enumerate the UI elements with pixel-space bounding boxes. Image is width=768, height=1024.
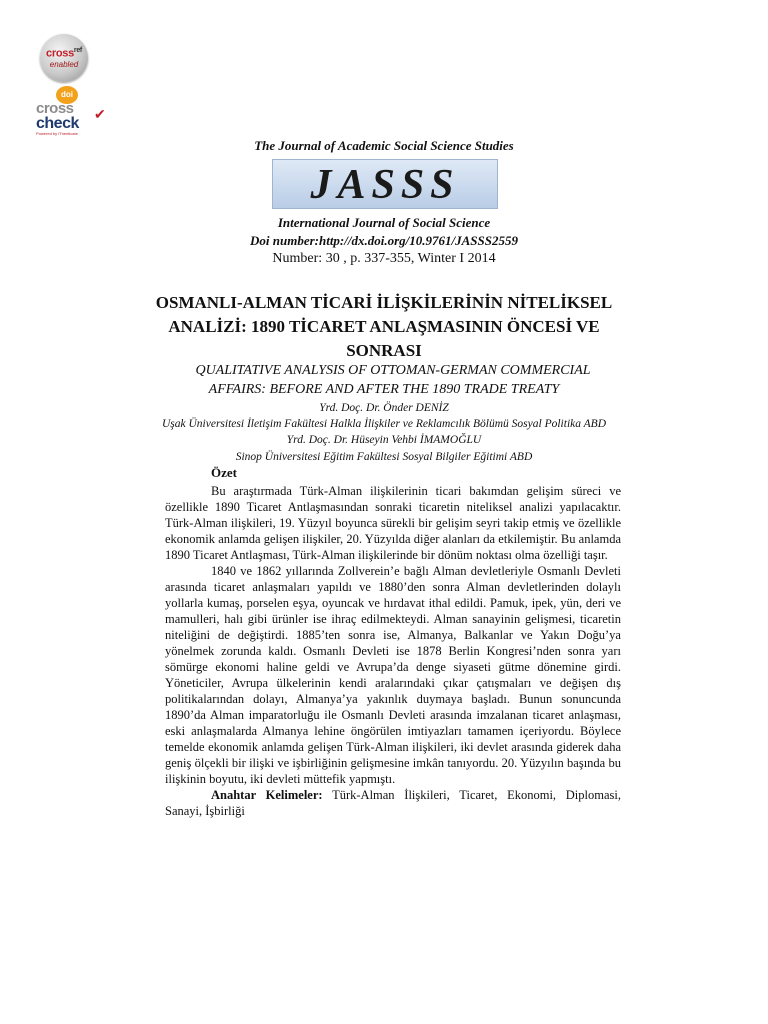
- doi-logo: doi: [56, 86, 78, 104]
- article-title-line-2: ANALİZİ: 1890 TİCARET ANLAŞMASININ ÖNCESİ VE: [168, 317, 600, 336]
- article-title-line-3: SONRASI: [346, 341, 422, 360]
- keywords-label: Anahtar Kelimeler:: [211, 788, 323, 802]
- jasss-logo-text: JASSS: [310, 162, 460, 208]
- author-1: Yrd. Doç. Dr. Önder DENİZ: [319, 402, 449, 414]
- keywords-list: Türk-Alman İlişkileri, Ticaret, Ekonomi, Diplomasi, Sanayi, İşbirliği: [165, 788, 621, 818]
- journal-subtitle: International Journal of Social Science: [277, 215, 491, 230]
- english-title-line-1: QUALITATIVE ANALYSIS OF OTTOMAN-GERMAN COMMERCIAL: [195, 363, 591, 378]
- affiliation-2: Sinop Üniversitesi Eğitim Fakültesi Sosyal Bilgiler Eğitimi ABD: [235, 451, 533, 463]
- crossref-logo-sup: ref: [73, 47, 82, 54]
- crosscheck-logo-tagline: Powered by iThenticate: [36, 131, 78, 136]
- english-title: [0, 361, 768, 399]
- crosscheck-logo-top: cross: [36, 100, 74, 117]
- crossref-logo-text: cross: [46, 47, 74, 60]
- article-title-line-1: OSMANLI-ALMAN TİCARİ İLİŞKİLERİNİN NİTELİKSEL: [155, 293, 613, 312]
- abstract-heading: Özet: [211, 465, 237, 480]
- checkmark-icon: ✔: [94, 106, 106, 122]
- crossref-logo-subtext: enabled: [49, 60, 79, 69]
- keywords-paragraph: [165, 787, 621, 819]
- crossref-logo: [40, 34, 88, 82]
- jasss-logo: [272, 159, 498, 209]
- english-title-line-2: AFFAIRS: BEFORE AND AFTER THE 1890 TRADE TREATY: [208, 382, 560, 397]
- author-2: Yrd. Doç. Dr. Hüseyin Vehbi İMAMOĞLU: [286, 434, 482, 446]
- abstract-paragraph-2: 1840 ve 1862 yıllarında Zollverein’e bağlı Alman devletleriyle Osmanlı Devleti arasında ticaret anlaşmaları yapıldı ve 1880’den sonra Alman devletlerinden dolaylı yollarla kumaş, porselen eşya, oyuncak ve hırdavat ithal edildi. Pamuk, ipek, yün, deri ve mamulleri, halı gibi ürünler ise ihraç edilmekteydi. Alman sanayinin gelişmesi, ticaretin niteliğini de değiştirdi. 1885’ten sonra ise, Almanya, Balkanlar ve Yakın Doğu’ya yönelmek zorunda kaldı. Osmanlı Devleti ise 1878 Berlin Kongresi’nden sonra yarı sömürge ekonomi haline geldi ve Avrupa’da denge siyaseti gütme dönemine girdi. Yöneticiler, Avrupa ülkelerinin kendi aralarındaki çıkar çatışmaları ve değişen dış politikalarından dolayı, Almanya’ya yakınlık duymaya başladı. Bunun sonuncunda 1890’da Alman imparatorluğu ile Osmanlı Devleti arasında imzalanan ticaret anlaşması, eski anlaşmalarda Almanya lehine öngörülen imtiyazları tamamen içeriyordu. Böylece temelde ekonomik anlamda gelişen Türk-Alman ilişkileri, iki devlet arasında giderek daha geniş ölçekli bir ilişki ve işbirliğinin gelişmesine imkân tanıyordu. 20. Yüzyılın başında bu ilişkinin boyutu, iki devleti müttefik yapmıştı.: [165, 564, 621, 786]
- crosscheck-logo: [36, 102, 106, 137]
- doi-link[interactable]: Doi number:http://dx.doi.org/10.9761/JASSS2559: [250, 233, 518, 248]
- article-title: [0, 291, 768, 363]
- affiliation-1: Uşak Üniversitesi İletişim Fakültesi Halkla İlişkiler ve Reklamcılık Bölümü Sosyal Politika ABD: [161, 418, 607, 430]
- abstract-body: [165, 483, 621, 819]
- journal-title: The Journal of Academic Social Science Studies: [254, 138, 514, 153]
- crosscheck-logo-bottom: check: [36, 115, 79, 132]
- abstract-paragraph-1: Bu araştırmada Türk-Alman ilişkilerinin ticari bakımdan gelişim süreci ve özellikle 1890 Ticaret Antlaşmasından sonraki ticaretin niteliksel analizi yapılacaktır. Türk-Alman ilişkileri, 19. Yüzyıl boyunca sürekli bir gelişim seyri takip etmiş ve özellikle ekonomik anlamda gelişen ilişkiler, 20. Yüzyılda diğer alanları da etkilemiştir. Bu anlamda 1890 Ticaret Antlaşması, Türk-Alman ilişkilerinde bir dönüm noktası olma özelliği taşır.: [165, 484, 621, 562]
- issue-info: Number: 30 , p. 337-355, Winter I 2014: [272, 251, 496, 266]
